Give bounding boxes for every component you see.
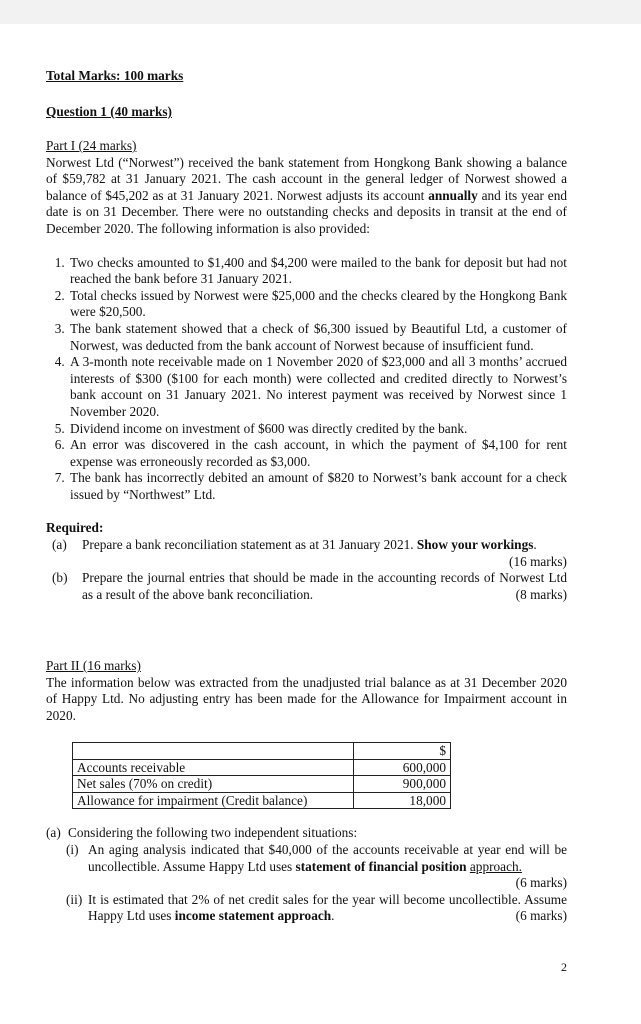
required-item-b bbox=[46, 570, 567, 603]
req-a-label: (a) bbox=[52, 537, 67, 553]
req-b-text: Prepare the journal entries that should be made in the accounting records of Norwest Ltd as a result of the above bank reconciliation. bbox=[82, 570, 567, 602]
req-b-label: (b) bbox=[52, 570, 68, 586]
total-marks-text: Total Marks: 100 marks bbox=[46, 68, 184, 83]
req-b-marks: (8 marks) bbox=[515, 586, 567, 602]
req-a-end: . bbox=[533, 537, 537, 553]
table-row bbox=[73, 776, 451, 793]
total-marks-heading bbox=[46, 68, 567, 85]
sit-i-marks: (6 marks) bbox=[515, 875, 567, 891]
intro-text-a: Norwest Ltd (“Norwest”) received the bank statement from Hongkong Bank showing a balance of $59,782 at 31 January 2021. The cash account in the general ledger of Norwest showed a balance of $45,202 as at 31 January 2021. Norwest adjusts its account bbox=[46, 154, 567, 203]
table-row bbox=[73, 743, 451, 760]
table-cell-value: 600,000 bbox=[354, 759, 451, 776]
list-item: 1. Two checks amounted to $1,400 and $4,200 were mailed to the bank for deposit but had not reached the bank before 31 January 2021. bbox=[68, 255, 567, 288]
part2-heading: Part II (16 marks) bbox=[46, 658, 141, 673]
part1-items-list bbox=[46, 255, 567, 504]
question-text: Question 1 (40 marks) bbox=[46, 104, 172, 119]
list-item: 6. An error was discovered in the cash account, in which the payment of $4,100 for rent expense was erroneously recorded as $3,000. bbox=[68, 437, 567, 470]
table-cell-value: 18,000 bbox=[354, 792, 451, 809]
situation-ii bbox=[46, 892, 567, 925]
part1-heading: Part I (24 marks) bbox=[46, 138, 137, 153]
sit-i-text: An aging analysis indicated that $40,000 of the accounts receivable at year end will be uncollectible. Assume Happy Ltd uses bbox=[88, 841, 567, 874]
sit-i-label: (i) bbox=[66, 841, 79, 857]
sit-i-underlined: approach. bbox=[469, 858, 522, 874]
sit-i-bold: statement of financial position bbox=[295, 858, 467, 874]
part2-intro: The information below was extracted from the unadjusted trial balance as at 31 December 2020 of Happy Ltd. No adjusting entry has been made for the Allowance for Impairment account in 2020. bbox=[46, 674, 567, 723]
sit-ii-end: . bbox=[331, 908, 335, 924]
table-cell bbox=[73, 743, 354, 760]
part1-section bbox=[46, 138, 567, 603]
top-margin-strip bbox=[0, 0, 641, 24]
list-item: 3. The bank statement showed that a check of $6,300 issued by Beautiful Ltd, a customer of Norwest, was deducted from the bank account of Norwest because of insufficient fund. bbox=[68, 321, 567, 354]
question-heading bbox=[46, 104, 567, 121]
req-a-bold: Show your workings bbox=[416, 537, 534, 553]
page-number: 2 bbox=[561, 960, 567, 974]
table-cell-label: Allowance for impairment (Credit balance) bbox=[73, 792, 354, 809]
sit-ii-text: It is estimated that 2% of net credit sales for the year will become uncollectible. Assume Happy Ltd uses bbox=[88, 891, 567, 924]
table-cell-label: Accounts receivable bbox=[73, 759, 354, 776]
part2-a-text: Considering the following two independent situations: bbox=[68, 825, 358, 841]
intro-bold: annually bbox=[428, 187, 478, 203]
part2-section bbox=[46, 658, 567, 925]
situation-i bbox=[46, 842, 567, 892]
trial-balance-table bbox=[72, 742, 451, 809]
table-cell-value: 900,000 bbox=[354, 776, 451, 793]
required-label: Required: bbox=[46, 520, 104, 536]
intro-text-b: and its year end date is on 31 December. There were no outstanding checks and deposits in transit at the end of December 2020. The following information is also provided: bbox=[46, 187, 568, 236]
required-heading bbox=[46, 520, 567, 537]
sit-ii-bold: income statement approach bbox=[174, 908, 332, 924]
part2-question-a bbox=[46, 825, 567, 842]
req-a-marks: (16 marks) bbox=[509, 553, 567, 569]
table-row bbox=[73, 759, 451, 776]
currency-header: $ bbox=[354, 743, 451, 760]
sit-ii-label: (ii) bbox=[66, 891, 83, 907]
sit-ii-marks: (6 marks) bbox=[515, 908, 567, 924]
list-item: 2. Total checks issued by Norwest were $25,000 and the checks cleared by the Hongkong Bank were $20,500. bbox=[68, 288, 567, 321]
list-item: 7. The bank has incorrectly debited an amount of $820 to Norwest’s bank account for a check issued by “Northwest” Ltd. bbox=[68, 470, 567, 503]
list-item: 5. Dividend income on investment of $600 was directly credited by the bank. bbox=[68, 421, 567, 438]
req-a-text: Prepare a bank reconciliation statement as at 31 January 2021. bbox=[82, 537, 417, 553]
table-row bbox=[73, 792, 451, 809]
part1-intro bbox=[46, 155, 567, 238]
list-item: 4. A 3-month note receivable made on 1 November 2020 of $23,000 and all 3 months’ accrued interests of $300 ($100 for each month) were collected and credited directly to Norwest’s bank account on 31 January 2021. No interest payment was received by Norwest since 1 November 2020. bbox=[68, 354, 567, 420]
required-item-a bbox=[46, 537, 567, 570]
table-cell-label: Net sales (70% on credit) bbox=[73, 776, 354, 793]
part2-a-label: (a) bbox=[46, 825, 61, 841]
